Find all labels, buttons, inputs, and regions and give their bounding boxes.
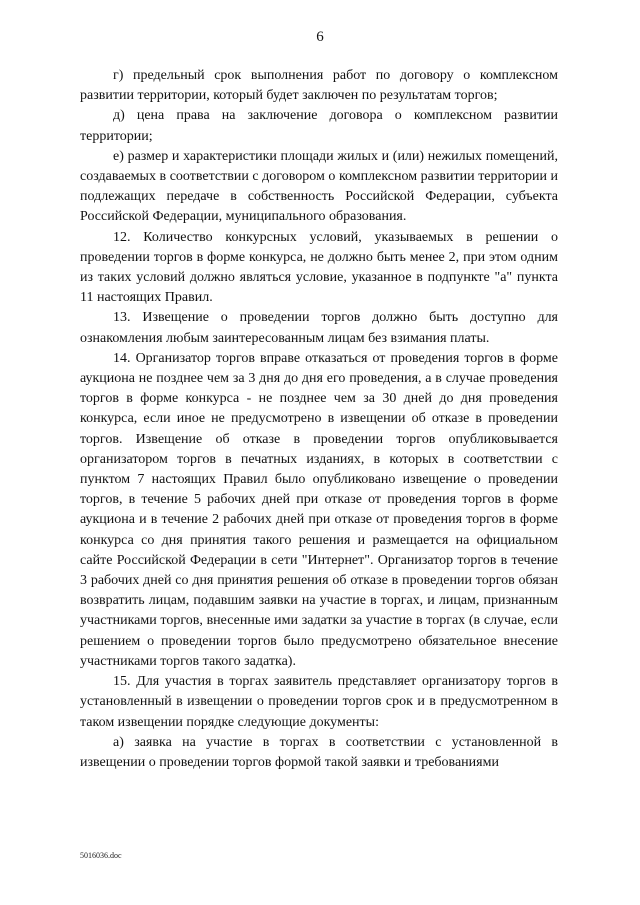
paragraph-14: 14. Организатор торгов вправе отказаться от проведения торгов в форме аукциона не позднее чем за 3 дня до дня его проведения, а в случае проведения торгов в форме конкурса - не позднее чем за 30 дней до дня проведения конкурса, если иное не предусмотрено в извещении об отказе в проведении торгов. Извещение об отказе в проведении торгов опубликовывается организатором торгов в печатных изданиях, в которых в соответствии с пунктом 7 настоящих Правил было опубликовано извещение о проведении торгов, в течение 5 рабочих дней при отказе от проведения торгов в форме аукциона и в течение 2 рабочих дней при отказе от проведения торгов в форме конкурса со дня принятия такого решения и размещается на официальном сайте Российской Федерации в сети "Интернет". Организатор торгов в течение 3 рабочих дней со дня принятия решения об отказе в проведении торгов обязан возвратить лицам, подавшим заявки на участие в торгах, и лицам, признанным участниками торгов, внесенные ими задатки за участие в торгах (в случае, если решением о проведении торгов было предусмотрено обязательное внесение участниками торгов такого задатка).: [80, 350, 558, 669]
paragraph-15-a: а) заявка на участие в торгах в соответствии с установленной в извещении о проведении торгов формой такой заявки и требованиями: [80, 734, 558, 770]
document-body: [80, 66, 558, 773]
paragraph-11-e: е) размер и характеристики площади жилых и (или) нежилых помещений, создаваемых в соответствии с договором о комплексном развитии территории и подлежащих передаче в собственность Российской Федерации, субъекта Российской Федерации, муниципального образования.: [80, 148, 558, 225]
paragraph-13: 13. Извещение о проведении торгов должно быть доступно для ознакомления любым заинтересованным лицам без взимания платы.: [80, 310, 558, 346]
paragraph-11-g: г) предельный срок выполнения работ по договору о комплексном развитии территории, который будет заключен по результатам торгов;: [80, 68, 558, 104]
paragraph-12: 12. Количество конкурсных условий, указываемых в решении о проведении торгов в форме конкурса, не должно быть менее 2, при этом одним из таких условий должно являться условие, указанное в подпункте "а" пункта 11 настоящих Правил.: [80, 229, 558, 306]
footer-filename: 5016036.doc: [80, 851, 122, 860]
paragraph-15: 15. Для участия в торгах заявитель представляет организатору торгов в установленный в извещении о проведении торгов срок и в предусмотренном в таком извещении порядке следующие документы:: [80, 674, 558, 730]
page-number: 6: [316, 29, 324, 45]
paragraph-11-d: д) цена права на заключение договора о комплексном развитии территории;: [80, 108, 558, 144]
